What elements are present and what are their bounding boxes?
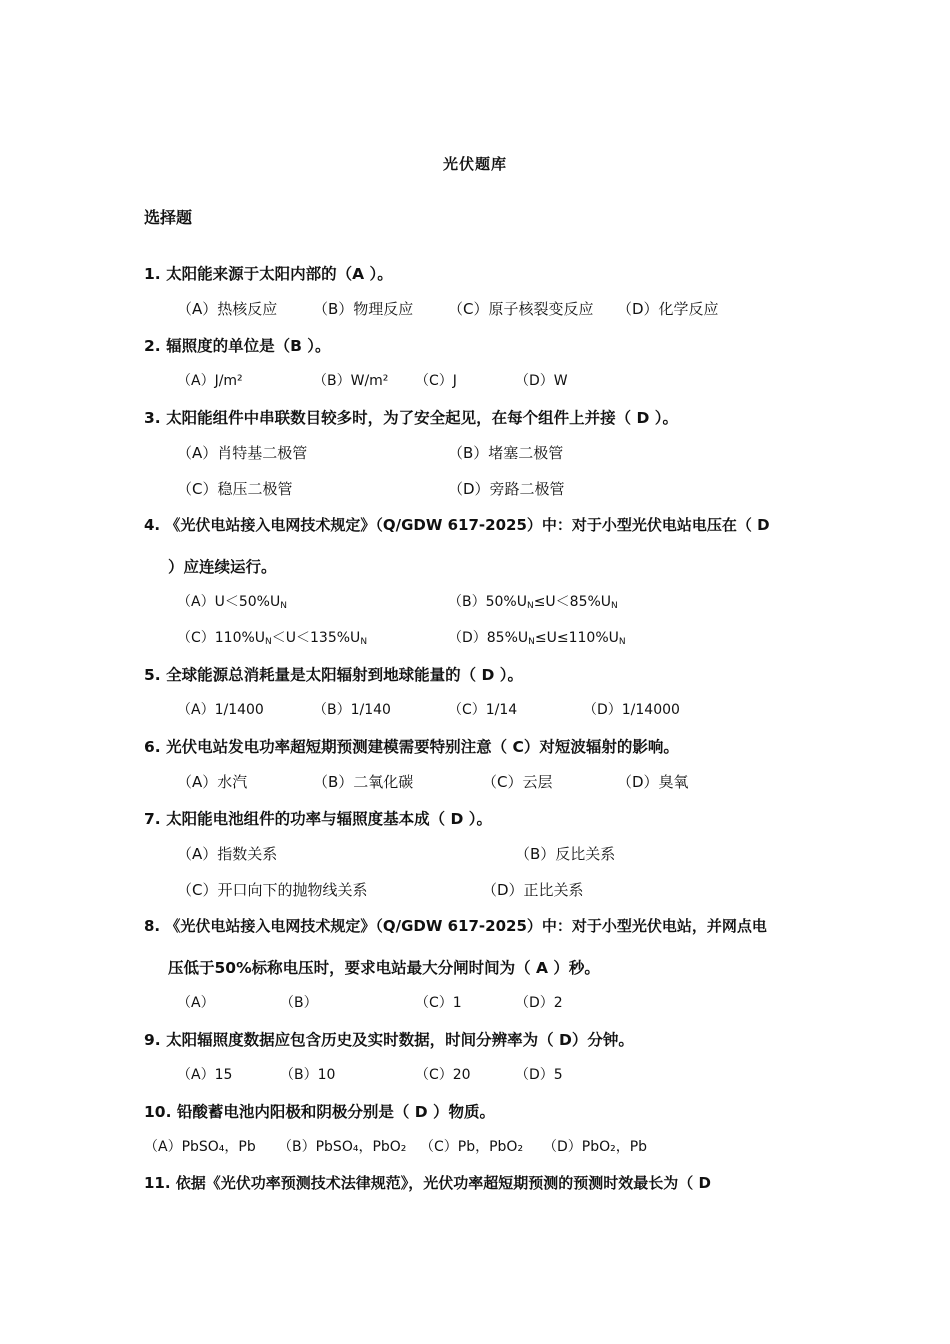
q4-option-b (448, 591, 618, 611)
q7-option-a: （A）指数关系 (177, 845, 278, 863)
q8-option-d: （D）2 (515, 995, 563, 1011)
q6-option-b: （B）二氧化碳 (313, 773, 414, 791)
q10-option-b: （B）PbSO₄，PbO₂ (278, 1139, 407, 1155)
q3-option-a: （A）肖特基二极管 (177, 444, 308, 462)
q4-option-c-mid: ＜U＜135%U (271, 630, 361, 646)
question-8-continued: 压低于50%标称电压时，要求电站最大分闸时间为（ A ）秒。 (168, 959, 600, 977)
q2-option-b: （B）W/m² (313, 373, 389, 389)
q4-option-c-sub2: N (360, 637, 368, 647)
q7-option-d: （D）正比关系 (482, 881, 584, 899)
q3-option-c: （C）稳压二极管 (177, 480, 293, 498)
q3-option-d: （D）旁路二极管 (448, 480, 565, 498)
q9-option-b: （B）10 (280, 1067, 336, 1083)
q4-option-d-text: （D）85%U (448, 630, 529, 646)
question-5: 5. 全球能源总消耗量是太阳辐射到地球能量的（ D ）。 (144, 666, 523, 684)
question-2: 2. 辐照度的单位是（B ）。 (144, 337, 331, 355)
q2-option-c: （C）J (415, 373, 457, 389)
q10-option-a: （A）PbSO₄，Pb (144, 1139, 256, 1155)
question-6: 6. 光伏电站发电功率超短期预测建模需要特别注意（ C）对短波辐射的影响。 (144, 738, 679, 756)
q4-option-c (177, 627, 367, 647)
q1-option-d: （D）化学反应 (617, 300, 719, 318)
section-heading: 选择题 (144, 208, 193, 227)
q7-option-b: （B）反比关系 (515, 845, 616, 863)
q4-option-a-text: （A）U＜50%U (177, 594, 281, 610)
question-4-continued: ）应连续运行。 (168, 558, 277, 576)
q4-option-a-sub: N (280, 601, 287, 611)
q3-option-b: （B）堵塞二极管 (448, 444, 564, 462)
q4-option-d-sub1: N (528, 637, 535, 647)
q4-option-b-mid: ≤U＜85%U (533, 594, 612, 610)
q4-option-b-sub1: N (526, 601, 534, 611)
q8-option-c: （C）1 (415, 995, 462, 1011)
q1-option-b: （B）物理反应 (313, 300, 414, 318)
q5-option-d: （D）1/14000 (583, 702, 680, 718)
q4-option-c-text: （C）110%U (177, 630, 266, 646)
q2-option-d: （D）W (515, 373, 568, 389)
question-8: 8. 《光伏电站接入电网技术规定》（Q/GDW 617-2025）中：对于小型光伏电站，并网点电 (144, 917, 767, 935)
q6-option-c: （C）云层 (482, 773, 553, 791)
q4-option-d (448, 627, 626, 647)
q6-option-d: （D）臭氧 (617, 773, 689, 791)
q6-option-a: （A）水汽 (177, 773, 248, 791)
q9-option-d: （D）5 (515, 1067, 563, 1083)
q5-option-b: （B）1/140 (313, 702, 391, 718)
q4-option-c-sub1: N (265, 637, 272, 647)
q4-option-d-mid: ≤U≤110%U (534, 630, 619, 646)
q1-option-a: （A）热核反应 (177, 300, 278, 318)
q9-option-c: （C）20 (415, 1067, 471, 1083)
q5-option-a: （A）1/1400 (177, 702, 264, 718)
q4-option-b-sub2: N (611, 601, 618, 611)
document-title: 光伏题库 (442, 155, 507, 173)
question-11: 11. 依据《光伏功率预测技术法律规范》，光伏功率超短期预测的预测时效最长为（ D (144, 1174, 711, 1192)
q4-option-d-sub2: N (618, 637, 626, 647)
q2-option-a: （A）J/m² (177, 373, 243, 389)
q8-option-a: （A） (177, 995, 215, 1011)
q4-option-a (177, 591, 287, 611)
q10-option-d: （D）PbO₂，Pb (543, 1139, 648, 1155)
question-3: 3. 太阳能组件中串联数目较多时，为了安全起见，在每个组件上并接（ D ）。 (144, 409, 678, 427)
q9-option-a: （A）15 (177, 1067, 233, 1083)
question-4: 4. 《光伏电站接入电网技术规定》（Q/GDW 617-2025）中：对于小型光伏电站电压在（ D (144, 516, 770, 534)
question-9: 9. 太阳辐照度数据应包含历史及实时数据，时间分辨率为（ D）分钟。 (144, 1031, 634, 1049)
q1-option-c: （C）原子核裂变反应 (448, 300, 594, 318)
q5-option-c: （C）1/14 (448, 702, 518, 718)
question-10: 10. 铅酸蓄电池内阳极和阴极分别是（ D ）物质。 (144, 1103, 496, 1121)
q10-option-c: （C）Pb，PbO₂ (420, 1139, 524, 1155)
question-1: 1. 太阳能来源于太阳内部的（A ）。 (144, 265, 393, 283)
q4-option-b-text: （B）50%U (448, 594, 527, 610)
q8-option-b: （B） (280, 995, 318, 1011)
q7-option-c: （C）开口向下的抛物线关系 (177, 881, 368, 899)
question-7: 7. 太阳能电池组件的功率与辐照度基本成（ D ）。 (144, 810, 492, 828)
